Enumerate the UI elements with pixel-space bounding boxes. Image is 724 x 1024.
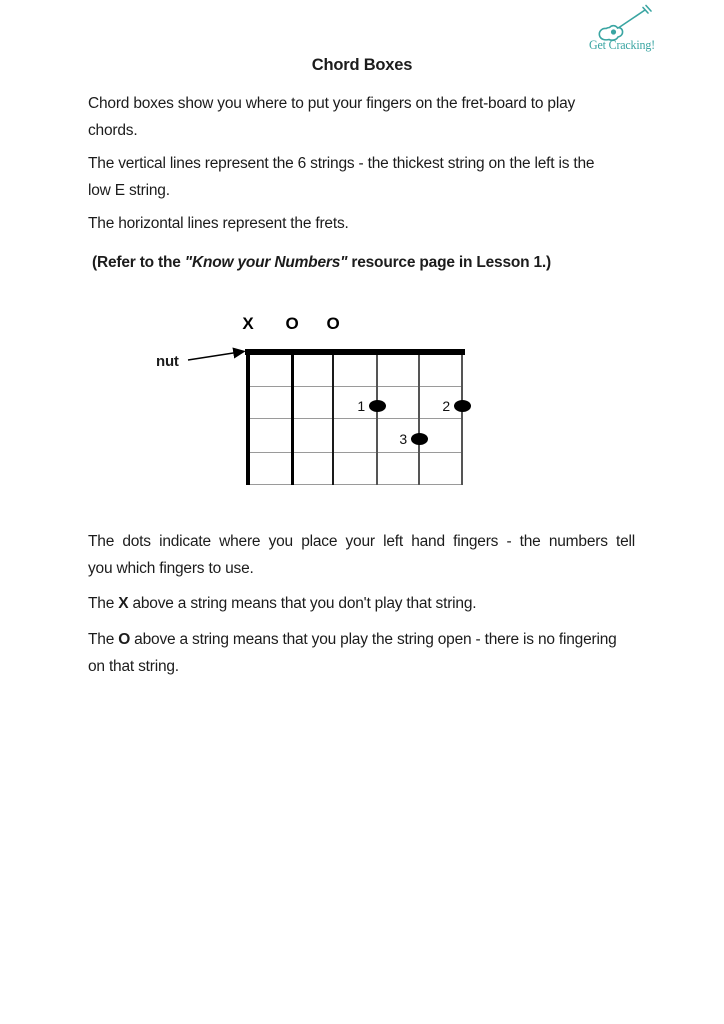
text-line: Chord boxes show you where to put your fingers on the fret-board to play [88, 95, 576, 112]
o-prefix: The [88, 631, 119, 648]
refer-emphasis: "Know your Numbers" [184, 254, 348, 271]
text-line: The vertical lines represent the 6 strings - the thickest string on the left is the [88, 155, 595, 172]
refer-suffix: resource page in Lesson 1.) [347, 254, 551, 271]
fret-line [246, 484, 463, 485]
string-line [461, 349, 463, 485]
text-line: on that string. [88, 658, 179, 675]
paragraph-horizontal-lines [88, 210, 648, 237]
finger-dot [454, 400, 471, 412]
finger-number-label: 1 [357, 398, 365, 414]
string-line [418, 349, 420, 485]
page-title: Chord Boxes [311, 56, 413, 74]
paragraph-x-meaning [88, 590, 648, 617]
text-line: chords. [88, 122, 138, 139]
fret-line [246, 386, 463, 387]
chord-box-diagram [242, 314, 463, 485]
nut-arrow-icon [184, 344, 252, 366]
finger-number-label: 2 [442, 398, 450, 414]
x-suffix: above a string means that you don't play that string. [128, 595, 477, 612]
refer-prefix: (Refer to the [92, 254, 185, 271]
sound-hole-icon [611, 29, 616, 34]
paragraph-dots [88, 528, 648, 582]
open-string-marker: O [326, 314, 340, 333]
text-line [92, 249, 652, 276]
paragraph-vertical-lines [88, 150, 648, 204]
o-symbol: O [118, 631, 131, 648]
paragraph-refer-note [92, 249, 652, 276]
nut-label: nut [156, 353, 179, 370]
guitar-icon [599, 6, 651, 41]
logo-text: Get Cracking! [589, 37, 655, 52]
text-line: low E string. [88, 182, 170, 199]
text-line [88, 590, 648, 617]
finger-dot [369, 400, 386, 412]
string-line [246, 349, 250, 485]
fret-line [246, 452, 463, 453]
text-line [88, 626, 648, 653]
nut-bar [245, 349, 465, 355]
muted-string-marker: X [242, 314, 254, 333]
get-cracking-logo [588, 4, 662, 52]
text-line: The horizontal lines represent the frets. [88, 215, 349, 232]
finger-number-label: 3 [399, 431, 407, 447]
string-line [291, 349, 294, 485]
string-line [376, 349, 378, 485]
finger-dot [411, 433, 428, 445]
paragraph-intro [88, 90, 648, 144]
o-suffix: above a string means that you play the string open - there is no fingering [130, 631, 617, 648]
paragraph-o-meaning [88, 626, 648, 680]
text-line: The dots indicate where you place your left hand fingers - the numbers tell [88, 533, 635, 550]
fret-line [246, 418, 463, 419]
string-line [332, 349, 334, 485]
text-line: you which fingers to use. [88, 560, 254, 577]
open-string-marker: O [285, 314, 299, 333]
x-symbol: X [118, 595, 129, 612]
x-prefix: The [88, 595, 119, 612]
